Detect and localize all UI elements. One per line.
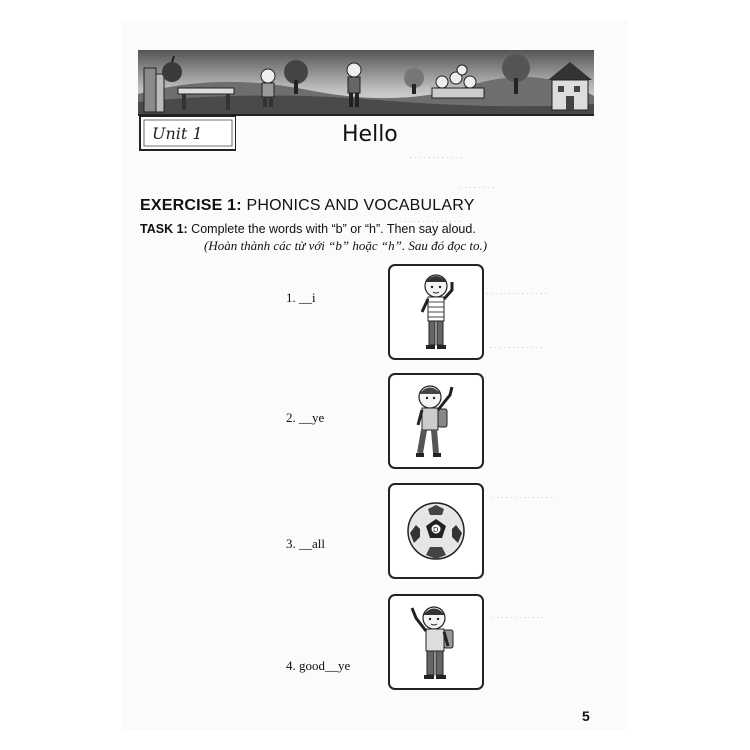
bleed-through-text: . . . . . . . . . . . . (492, 610, 544, 620)
bleed-through-text: . . . . . . . . (460, 180, 494, 190)
picture-boy-waving-goodbye (388, 594, 484, 690)
unit-title: Hello (342, 122, 398, 147)
page-number: 5 (582, 708, 590, 724)
task-number: TASK 1: (140, 222, 188, 236)
bleed-through-text: . . . . . . . . . . . . . . (400, 214, 461, 224)
bleed-through-text: . . . . . . . . . . . . (490, 340, 542, 350)
header-banner (138, 50, 594, 116)
svg-text:D: D (433, 526, 439, 534)
bleed-through-text: . . . . . . . . . . . . . . (486, 286, 547, 296)
unit-label: Unit 1 (152, 124, 203, 143)
item-label: 2. __ye (286, 410, 325, 425)
bleed-through-text: . . . . . . . . . . . . (410, 150, 462, 160)
header-rule (236, 114, 594, 116)
picture-boy-waving (388, 264, 484, 360)
task-instruction-en: Complete the words with “b” or “h”. Then say aloud. (191, 222, 476, 236)
exercise-heading (140, 197, 475, 215)
boy-waving-icon (390, 266, 482, 358)
bleed-through-text: . . . . . . . . . . . . . . (492, 490, 553, 500)
exercise-number: EXERCISE 1: (140, 197, 242, 214)
picture-boy-with-backpack (388, 373, 484, 469)
item-label: 1. __i (286, 290, 316, 305)
boy-goodbye-icon (390, 596, 482, 688)
task-instruction (140, 222, 476, 236)
soccer-ball-icon (390, 485, 482, 577)
task-instruction-vn: (Hoàn thành các từ với “b” hoặc “h”. Sau đó đọc to.) (204, 238, 488, 253)
picture-soccer-ball (388, 483, 484, 579)
item-label: 3. __all (286, 536, 325, 551)
boy-backpack-icon (390, 375, 482, 467)
item-label: 4. good__ye (286, 658, 351, 673)
exercise-title: PHONICS AND VOCABULARY (246, 197, 475, 214)
